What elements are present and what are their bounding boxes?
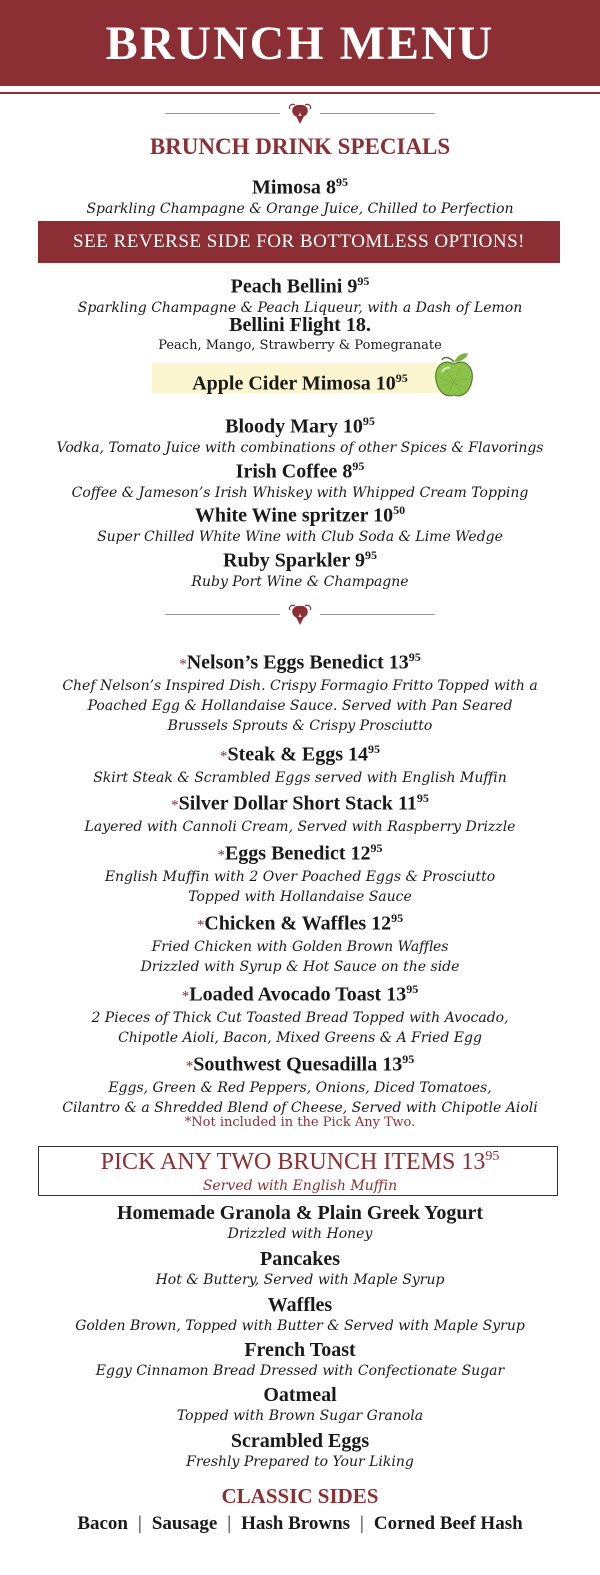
star-marker: * (179, 656, 187, 673)
item-price-cents: 95 (408, 650, 421, 664)
star-marker: * (181, 988, 190, 1005)
item-price: 9 (347, 275, 358, 298)
pick-two-price: 13 (461, 1149, 486, 1175)
item-name: Chicken & Waffles (204, 912, 367, 935)
item-price-cents: 95 (362, 414, 375, 428)
drink-specials-title: BRUNCH DRINK SPECIALS (149, 134, 451, 159)
item-price-cents: 95 (402, 1052, 415, 1066)
item-price: 12 (371, 912, 392, 935)
item-price: 13 (388, 651, 409, 674)
pick-two-title-text: PICK ANY TWO BRUNCH ITEMS (100, 1149, 456, 1175)
side-item: Bacon (77, 1513, 128, 1534)
item-name: Mimosa (252, 176, 321, 199)
item-description: Vodka, Tomato Juice with combinations of other Spices & Flavorings (56, 439, 544, 456)
item-description: Golden Brown, Topped with Butter & Served with Maple Syrup (75, 1318, 525, 1334)
item-description-line: Poached Egg & Hollandaise Sauce. Served with Pan Seared (87, 697, 513, 714)
menu-item-white-wine-spritzer (0, 499, 600, 547)
star-marker: * (171, 797, 179, 814)
menu-item-bloody-mary (0, 410, 600, 458)
item-price: 12 (350, 842, 371, 865)
pick-item-granola-yogurt (0, 1202, 600, 1244)
item-description: Sparkling Champagne & Peach Liqueur, with a Dash of Lemon (77, 299, 523, 316)
classic-sides-title: CLASSIC SIDES (221, 1484, 379, 1508)
item-price-cents: 95 (406, 982, 419, 996)
item-price: 10 (342, 415, 363, 438)
item-price: 13 (386, 983, 407, 1006)
menu-item-apple-cider-mimosa (0, 367, 600, 395)
item-description-line: 2 Pieces of Thick Cut Toasted Bread Topped with Avocado, (91, 1009, 509, 1026)
item-description: Freshly Prepared to Your Liking (186, 1454, 414, 1470)
item-name: Bellini Flight (229, 314, 341, 336)
item-description-line: Eggs, Green & Red Peppers, Onions, Diced Tomatoes, (108, 1079, 492, 1096)
item-name: White Wine spritzer (194, 504, 369, 527)
menu-item-mimosa (0, 171, 600, 219)
item-description: Super Chilled White Wine with Club Soda & Lime Wedge (97, 528, 503, 545)
item-name: Silver Dollar Short Stack (178, 792, 393, 815)
menu-item-nelsons-eggs-benedict (0, 646, 600, 736)
item-description-line: Layered with Cannoli Cream, Served with Raspberry Drizzle (84, 818, 516, 835)
pick-item-pancakes (0, 1248, 600, 1290)
item-price-cents: 95 (370, 841, 383, 855)
banner-text: SEE REVERSE SIDE FOR BOTTOMLESS OPTIONS! (73, 231, 525, 252)
item-price-cents: 95 (368, 742, 381, 756)
item-name: Ruby Sparkler (223, 549, 350, 572)
item-description: Drizzled with Honey (227, 1226, 373, 1242)
item-description-line: Chef Nelson’s Inspired Dish. Crispy Formagio Fritto Topped with a (62, 677, 538, 694)
item-price: 8 (325, 176, 336, 199)
menu-item-bellini-flight (0, 314, 600, 356)
menu-item-peach-bellini (0, 270, 600, 318)
item-description: Coffee & Jameson’s Irish Whiskey with Whipped Cream Topping (71, 484, 529, 501)
item-description-line: Topped with Hollandaise Sauce (188, 888, 412, 905)
leaf-ornament-icon (286, 102, 314, 126)
item-price-cents: 50 (393, 503, 406, 517)
item-price: 18. (345, 314, 371, 336)
item-name: French Toast (244, 1339, 356, 1361)
item-description-line: Cilantro & a Shredded Blend of Cheese, Served with Chipotle Aioli (62, 1099, 538, 1116)
item-description-line: English Muffin with 2 Over Poached Eggs & Prosciutto (104, 868, 496, 885)
pick-two-subtitle: Served with English Muffin (202, 1178, 398, 1194)
classic-sides-list (0, 1513, 600, 1535)
menu-item-ruby-sparkler (0, 544, 600, 592)
item-name: Scrambled Eggs (230, 1430, 370, 1452)
menu-item-silver-dollar-short-stack (0, 787, 600, 837)
menu-item-irish-coffee (0, 455, 600, 503)
item-description: Hot & Buttery, Served with Maple Syrup (155, 1272, 445, 1288)
item-name: Waffles (267, 1294, 333, 1316)
pick-two-price-cents: 95 (485, 1149, 500, 1164)
item-description-line: Fried Chicken with Golden Brown Waffles (151, 938, 449, 955)
item-price-cents: 95 (352, 459, 365, 473)
item-price-cents: 95 (357, 274, 370, 288)
star-marker: * (219, 748, 228, 765)
menu-header (0, 0, 600, 86)
item-name: Steak & Eggs (227, 743, 344, 766)
item-price-cents: 95 (391, 911, 404, 925)
green-apple-icon (432, 348, 476, 400)
pick-item-oatmeal (0, 1384, 600, 1426)
item-price-cents: 95 (416, 791, 429, 805)
item-price-cents: 95 (395, 371, 408, 385)
item-price: 9 (354, 549, 365, 572)
item-description-line: Drizzled with Syrup & Hot Sauce on the side (140, 958, 460, 975)
item-price: 13 (382, 1053, 403, 1076)
side-separator: | (360, 1513, 364, 1534)
item-price: 14 (348, 743, 369, 766)
star-marker: * (185, 1058, 194, 1075)
divider-middle (165, 603, 435, 627)
pick-item-french-toast (0, 1339, 600, 1381)
item-name: Peach Bellini (230, 275, 343, 298)
side-item: Hash Browns (241, 1513, 351, 1534)
item-price: 11 (397, 792, 417, 815)
item-name: Apple Cider Mimosa (192, 372, 371, 395)
pick-item-waffles (0, 1294, 600, 1336)
bottomless-banner (38, 221, 560, 263)
item-name: Loaded Avocado Toast (189, 983, 382, 1006)
page-title: BRUNCH MENU (105, 16, 495, 70)
item-name: Homemade Granola & Plain Greek Yogurt (116, 1202, 484, 1224)
divider-top (165, 102, 435, 126)
menu-item-chicken-and-waffles (0, 907, 600, 977)
item-description: Eggy Cinnamon Bread Dressed with Confectionate Sugar (95, 1363, 505, 1379)
menu-item-eggs-benedict (0, 837, 600, 907)
item-description: Topped with Brown Sugar Granola (176, 1408, 424, 1424)
side-item: Corned Beef Hash (373, 1513, 523, 1534)
item-price: 10 (373, 504, 394, 527)
item-description: Sparkling Champagne & Orange Juice, Chilled to Perfection (86, 200, 514, 217)
pick-two-exclusion-note: *Not included in the Pick Any Two. (184, 1115, 416, 1130)
menu-item-steak-and-eggs (0, 738, 600, 788)
item-name: Oatmeal (263, 1384, 337, 1406)
item-description: Ruby Port Wine & Champagne (191, 573, 409, 590)
side-item: Sausage (151, 1513, 218, 1534)
item-price-cents: 95 (335, 175, 348, 189)
leaf-ornament-icon (286, 603, 314, 627)
item-description-line: Chipotle Aioli, Bacon, Mixed Greens & A Fried Egg (118, 1029, 482, 1046)
pick-two-title (0, 1149, 600, 1176)
item-name: Southwest Quesadilla (193, 1053, 378, 1076)
item-name: Eggs Benedict (224, 842, 346, 865)
item-name: Irish Coffee (235, 460, 338, 483)
header-rule (0, 92, 600, 94)
pick-item-scrambled-eggs (0, 1430, 600, 1472)
item-description-line: Skirt Steak & Scrambled Eggs served with English Muffin (93, 769, 507, 786)
item-description: Peach, Mango, Strawberry & Pomegranate (158, 338, 442, 353)
side-separator: | (227, 1513, 232, 1534)
side-separator: | (138, 1513, 142, 1534)
item-price-cents: 95 (364, 548, 377, 562)
menu-item-loaded-avocado-toast (0, 978, 600, 1048)
menu-item-southwest-quesadilla (0, 1048, 600, 1118)
item-name: Nelson’s Eggs Benedict (186, 651, 384, 674)
item-price: 10 (375, 372, 396, 395)
star-marker: * (217, 847, 225, 864)
item-price: 8 (342, 460, 353, 483)
star-marker: * (196, 917, 205, 934)
item-description-line: Brussels Sprouts & Crispy Prosciutto (167, 717, 433, 734)
item-name: Pancakes (260, 1248, 340, 1270)
item-name: Bloody Mary (225, 415, 338, 438)
